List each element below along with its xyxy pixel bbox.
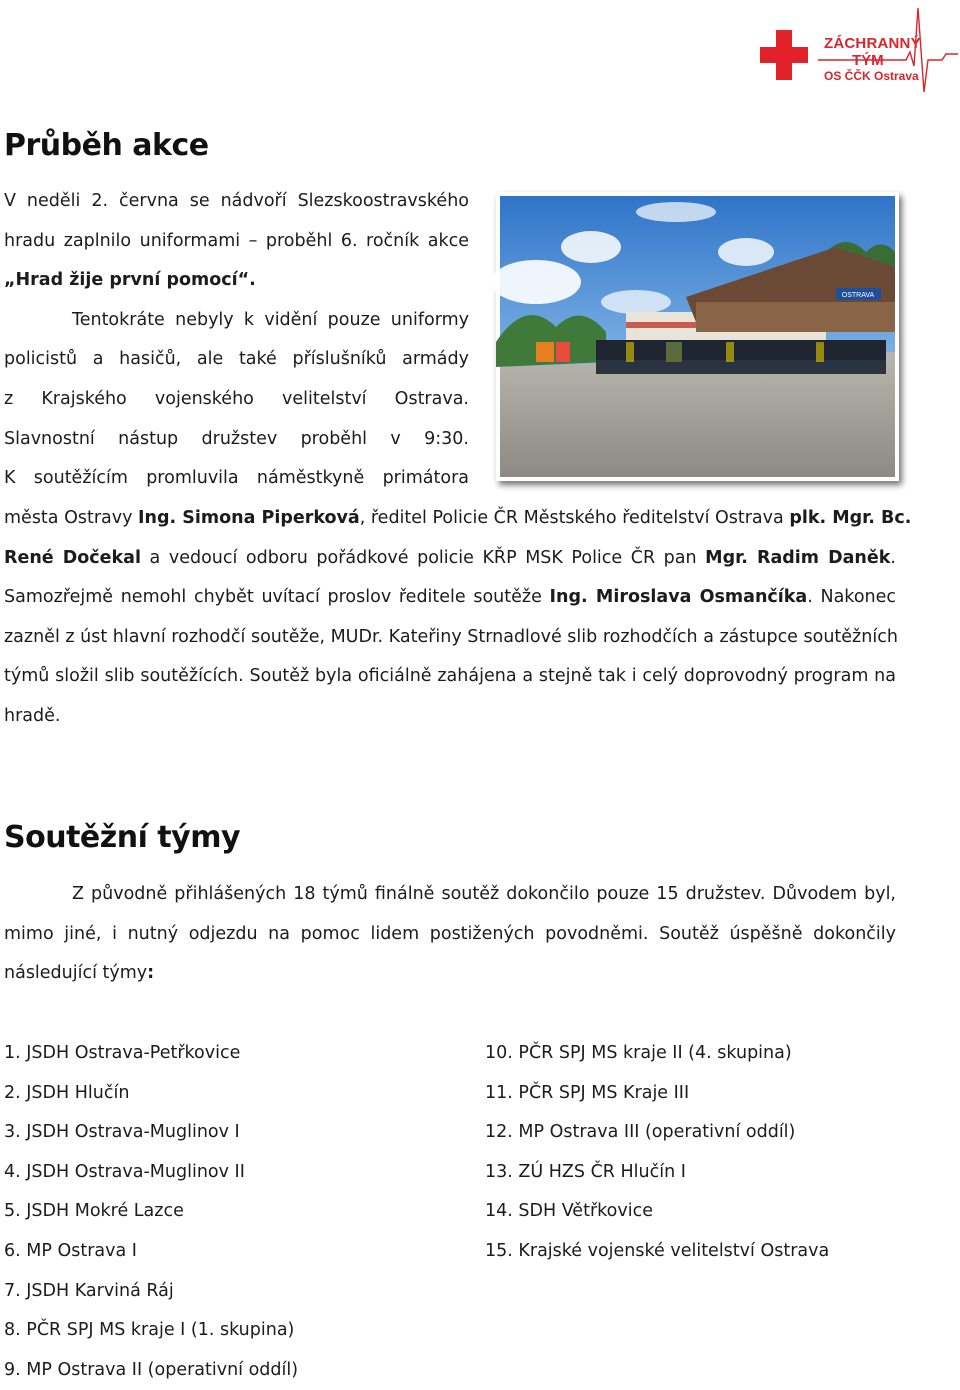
text-line: hradě.	[4, 705, 61, 726]
text-line: V neděli 2. června se nádvoří Slezskoostravského	[4, 191, 469, 211]
text-line: týmů složil slib soutěžících. Soutěž byla oficiálně zahájena a stejně tak i celý doprovodný program na	[4, 666, 896, 687]
text-run: Samozřejmě nemohl chybět uvítací proslov ředitele soutěže	[4, 587, 550, 608]
logo-line-2: TÝM	[852, 52, 884, 69]
text-line: zazněl z úst hlavní rozhodčí soutěže, MUDr. Kateřiny Strnadlové slib rozhodčích a zástupce soutěžních	[4, 626, 898, 647]
ostrava-sign: OSTRAVA	[841, 292, 875, 299]
event-photo	[496, 192, 899, 481]
list-item: 15. Krajské vojenské velitelství Ostrava	[485, 1240, 830, 1261]
list-item: 10. PČR SPJ MS kraje II (4. skupina)	[485, 1043, 792, 1063]
text-line	[4, 539, 896, 579]
intro-paragraph	[4, 182, 469, 499]
list-item: 4. JSDH Ostrava-Muglinov II	[4, 1161, 245, 1182]
list-item: 13. ZÚ HZS ČR Hlučín I	[485, 1161, 686, 1182]
speaker-name: Ing. Simona Piperková	[138, 508, 360, 528]
list-item: 5. JSDH Mokré Lazce	[4, 1201, 184, 1222]
text-line	[4, 499, 912, 539]
speaker-name: Ing. Miroslava Osmančíka	[549, 587, 808, 608]
text-run: :	[147, 963, 155, 984]
list-item: 6. MP Ostrava I	[4, 1240, 137, 1261]
section-title-teams: Soutěžní týmy	[4, 820, 241, 855]
text-run: a vedoucí odboru pořádkové policie KŘP MSK Police ČR pan	[141, 547, 706, 568]
list-item: 3. JSDH Ostrava-Muglinov I	[4, 1122, 240, 1143]
speaker-name: Mgr. Radim Daněk	[705, 547, 891, 568]
text-line	[4, 578, 896, 618]
speaker-name: René Dočekal	[4, 547, 141, 568]
list-item: 8. PČR SPJ MS kraje I (1. skupina)	[4, 1320, 295, 1341]
list-item: 2. JSDH Hlučín	[4, 1082, 130, 1103]
list-item: 14. SDH Větřkovice	[485, 1201, 653, 1222]
list-item: 11. PČR SPJ MS Kraje III	[485, 1082, 690, 1103]
event-name: „Hrad žije první pomocí“.	[4, 270, 256, 291]
text-line: policistů a hasičů, ale také příslušníků armády	[4, 349, 469, 370]
text-run: následující týmy	[4, 963, 148, 984]
text-line: Z původně přihlášených 18 týmů finálně soutěž dokončilo pouze 15 družstev. Důvodem byl,	[72, 884, 896, 904]
text-line: Tentokráte nebyly k vidění pouze uniformy	[72, 309, 469, 330]
text-line: Slavnostní nástup družstev proběhl v 9:30.	[4, 428, 469, 449]
red-cross-icon	[760, 30, 808, 80]
text-line: mimo jiné, i nutný odjezdu na pomoc lidem postižených povodněmi. Soutěž úspěšně dokončily	[4, 923, 896, 944]
text-line: hradu zaplnilo uniformami – proběhl 6. ročník akce	[4, 230, 469, 251]
text-run: , ředitel Policie ČR Městského ředitelství Ostrava	[359, 508, 790, 528]
teams-list-right	[485, 1034, 829, 1272]
text-line	[4, 954, 896, 994]
teams-list-left	[4, 1034, 298, 1390]
list-item: 7. JSDH Karviná Ráj	[4, 1280, 174, 1301]
section-title-event: Průběh akce	[4, 128, 209, 163]
text-run: . Nakonec	[807, 587, 897, 608]
text-line: z Krajského vojenského velitelství Ostrava.	[4, 388, 469, 409]
logo-line-3: OS ČČK Ostrava	[824, 69, 919, 83]
list-item: 1. JSDH Ostrava-Petřkovice	[4, 1043, 241, 1063]
list-item: 12. MP Ostrava III (operativní oddíl)	[485, 1122, 796, 1143]
logo	[758, 4, 958, 96]
text-run: města Ostravy	[4, 508, 139, 528]
speaker-title: plk. Mgr. Bc.	[789, 508, 912, 528]
teams-intro-paragraph	[4, 875, 896, 994]
text-run: .	[890, 547, 896, 568]
logo-line-1: ZÁCHRANNÝ	[824, 35, 921, 52]
list-item: 9. MP Ostrava II (operativní oddíl)	[4, 1359, 299, 1380]
text-line: K soutěžícím promluvila náměstkyně primátora	[4, 468, 469, 489]
logo-text	[824, 36, 921, 82]
speakers-paragraph	[4, 499, 912, 737]
